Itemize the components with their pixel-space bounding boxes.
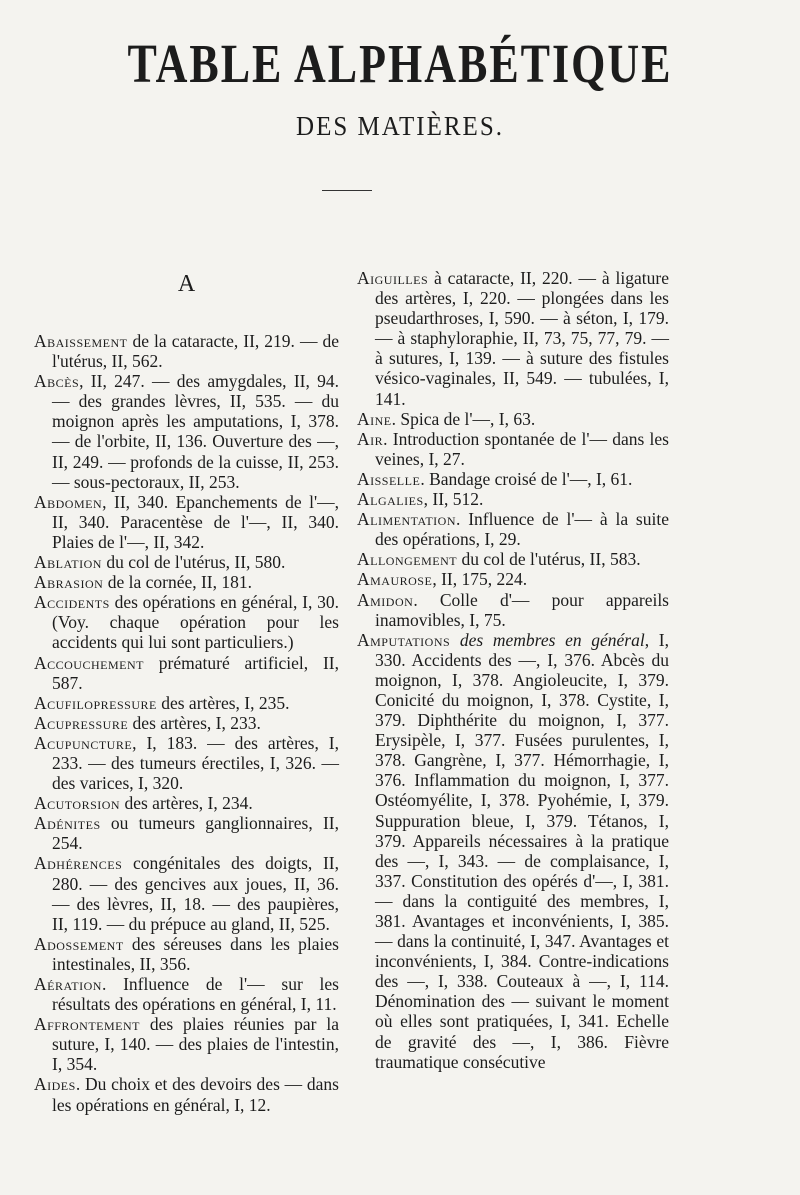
index-entry [34, 592, 339, 652]
left-entry-list [34, 331, 339, 1115]
index-entry [34, 1014, 339, 1074]
index-entry [357, 268, 669, 409]
entry-heading: Accouchement [34, 652, 144, 673]
entry-text: prématuré artificiel, II, 587. [52, 652, 339, 693]
index-entry [357, 509, 669, 549]
entry-text: . Introduction spontanée de l'— dans les veines, I, 27. [375, 428, 669, 469]
entry-text: des artères, I, 235. [156, 692, 290, 713]
entry-text: des séreuses dans les plaies intestinales, II, 356. [52, 933, 339, 974]
index-entry [34, 1074, 339, 1114]
entry-heading: Alimentation [357, 509, 456, 530]
entry-text: des plaies réunies par la suture, I, 140. — des plaies de l'intestin, I, 354. [52, 1014, 339, 1075]
entry-text: ou tumeurs ganglionnaires, II, 254. [52, 813, 339, 854]
page-title: TABLE ALPHABÉTIQUE [127, 33, 673, 95]
entry-heading: Allongement [357, 549, 458, 570]
index-entry [34, 713, 339, 733]
page-subtitle: DES MATIÈRES. [296, 112, 504, 142]
index-entry [357, 409, 669, 429]
entry-heading: Acupuncture [34, 732, 133, 753]
entry-heading: Aides [34, 1074, 76, 1095]
entry-heading: Amaurose [357, 569, 433, 590]
entry-text: de la cataracte, II, 219. — de l'utérus, II, 562. [52, 331, 339, 372]
index-entry [34, 693, 339, 713]
index-entry [34, 813, 339, 853]
entry-heading: Air [357, 428, 384, 449]
index-entry [34, 974, 339, 1014]
entry-text: des artères, I, 234. [120, 793, 253, 814]
index-entry [34, 653, 339, 693]
entry-text: . Colle d'— pour appareils inamovibles, I, 75. [375, 589, 669, 630]
entry-italic: des membres en général [450, 629, 645, 650]
entry-heading: Affrontement [34, 1014, 140, 1035]
entry-text: du col de l'utérus, II, 583. [457, 549, 641, 570]
index-entry [357, 630, 669, 1072]
index-entry [34, 934, 339, 974]
index-entry [357, 549, 669, 569]
entry-text: du col de l'utérus, II, 580. [101, 552, 286, 573]
index-entry [357, 469, 669, 489]
entry-heading: Amputations [357, 629, 451, 650]
entry-text: de la cornée, II, 181. [103, 572, 253, 593]
index-column-left [34, 262, 339, 1115]
entry-heading: Aisselle [357, 468, 421, 489]
entry-text: à cataracte, II, 220. — à ligature des artères, I, 220. — plongées dans les pseudarthroses, I, 590. — à séton, I, 179. — à staphyloraphie, II, 73, 75, 77, 79. — à sutures, I, 139. — à suture des fistules vésico-vaginales, II, 549. — tubulées, I, 141. [375, 268, 669, 409]
entry-text: . Influence de l'— à la suite des opérations, I, 29. [375, 509, 669, 550]
entry-heading: Amidon [357, 589, 414, 610]
entry-heading: Abrasion [34, 572, 104, 593]
right-entry-list [357, 268, 669, 1072]
index-entry [34, 331, 339, 371]
entry-heading: Adossement [34, 933, 124, 954]
entry-heading: Adénites [34, 813, 101, 834]
entry-text: , I, 330. Accidents des —, I, 376. Abcès du moignon, I, 378. Angioleucite, I, 379. Conicité du moignon, I, 378. Cystite, I, 379. Diphthérite du moignon, I, 377. Erysipèle, I, 377. Fusées purulentes, I, 378. Gangrène, I, 377. Hémorrhagie, I, 376. Inflammation du moignon, I, 377. Ostéomyélite, I, 378. Pyohémie, I, 379. Suppuration bleue, I, 379. Tétanos, I, 379. Appareils nécessaires à la pratique des —, I, 343. — de complaisance, I, 337. Constitution des opérés d'—, I, 381. — dans la contiguité des membres, I, 381. Avantages et inconvénients, I, 385. — dans la continuité, I, 347. Avantages et inconvénients, I, 384. Contre-indications des —, I, 338. Couteaux à —, I, 114. Dénomination des — suivant le moment où elles sont pratiquées, I, 341. Echelle de gravité des —, I, 386. Fièvre traumatique consécutive [375, 629, 669, 1072]
index-entry [34, 371, 339, 492]
entry-heading: Adhérences [34, 853, 123, 874]
entry-heading: Acutorsion [34, 793, 121, 814]
entry-text: des opérations en général, I, 30. (Voy. chaque opération pour les accidents qui lui sont particuliers.) [52, 592, 339, 653]
title-rule [322, 190, 372, 191]
index-entry [34, 572, 339, 592]
index-entry [34, 853, 339, 933]
index-entry [357, 429, 669, 469]
entry-heading: Algalies [357, 489, 424, 510]
entry-heading: Abaissement [34, 331, 128, 351]
entry-heading: Abdomen [34, 491, 103, 512]
entry-heading: Accidents [34, 592, 110, 613]
entry-heading: Acufilopressure [34, 692, 157, 713]
section-letter: A [177, 271, 196, 297]
entry-text: . Influence de l'— sur les résultats des opérations en général, I, 11. [52, 974, 339, 1015]
entry-heading: Aine [357, 408, 392, 429]
entry-heading: Acupressure [34, 712, 129, 733]
entry-text: des artères, I, 233. [128, 712, 261, 733]
index-entry [34, 552, 339, 572]
entry-heading: Abcès [34, 371, 80, 392]
entry-text: , II, 340. Epanchements de l'—, II, 340. Paracentèse de l'—, II, 340. Plaies de l'—, II, 342. [52, 491, 339, 552]
entry-text: , II, 175, 224. [432, 569, 528, 590]
entry-heading: Aiguilles [357, 268, 429, 288]
index-entry [357, 590, 669, 630]
index-entry [34, 733, 339, 793]
entry-text: congénitales des doigts, II, 280. — des gencives aux joues, II, 36. — des lèvres, II, 18. — des paupières, II, 119. — du prépuce au gland, II, 525. [52, 853, 339, 934]
entry-text: . Bandage croisé de l'—, I, 61. [420, 468, 633, 489]
entry-text: . Spica de l'—, I, 63. [391, 408, 536, 429]
index-entry [357, 569, 669, 589]
entry-text: , II, 512. [423, 489, 484, 510]
entry-heading: Aération [34, 974, 102, 994]
index-entry [34, 793, 339, 813]
index-column-right [357, 268, 669, 1072]
entry-text: , I, 183. — des artères, I, 233. — des tumeurs érectiles, I, 326. — des varices, I, 320. [52, 732, 339, 794]
entry-text: . Du choix et des devoirs des — dans les opérations en général, I, 12. [52, 1074, 339, 1115]
index-entry [34, 492, 339, 552]
entry-text: , II, 247. — des amygdales, II, 94. — des grandes lèvres, II, 535. — du moignon après les amputations, I, 378. — de l'orbite, II, 136. Ouverture des —, II, 249. — profonds de la cuisse, II, 253. — sous-pectoraux, II, 253. [52, 371, 339, 492]
entry-heading: Ablation [34, 552, 102, 573]
index-entry [357, 489, 669, 509]
